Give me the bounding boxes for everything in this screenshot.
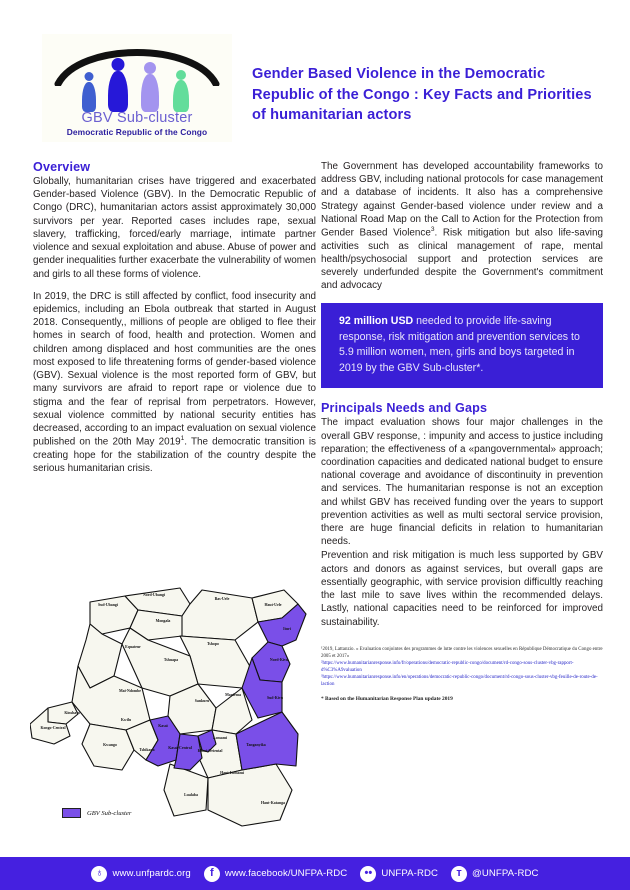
svg-text:Ituri: Ituri (283, 627, 291, 631)
svg-text:Kasaï: Kasaï (158, 724, 168, 728)
gbv-logo (42, 34, 232, 142)
svg-text:Mai-Ndombe: Mai-Ndombe (118, 689, 142, 693)
needs-paragraph-1: The impact evaluation shows four major challenges in the overall GBV response, : impunity and access to justice including reparation; the effectiveness of a «pangovernmental» approach; coordination capacities and dedicated national budget to ensure national coverage and avoidance of discontinuity in prevention and services. The humanitarian response is not an exception and whilst GBV has received funding over the years to support prevention activities as well as multi sectoral service provision, there are huge financial deficits in relation to humanitarian needs. (321, 417, 603, 548)
government-paragraph (321, 160, 603, 292)
needs-paragraph-2: Prevention and risk mitigation is much less supported by GBV actors and donors as against services, but overall gaps are essentially geographic, with service provision difficultly reaching the last mile to save lives within the recommended delays. Lastly, national capacities need to be reinforced for improved sustainability. (321, 550, 603, 628)
footer-flickr-label: UNFPA-RDC (381, 868, 439, 879)
legend-swatch (62, 808, 81, 818)
svg-text:Nord-Kivu: Nord-Kivu (269, 658, 289, 662)
footer-item-website[interactable] (91, 866, 190, 882)
footer-twitter-label: @UNFPA-RDC (472, 868, 539, 879)
left-column (33, 160, 316, 475)
overview-paragraph-2 (33, 290, 316, 475)
svg-text:Kasaï-Oriental: Kasaï-Oriental (197, 749, 223, 753)
svg-text:Bas-Uele: Bas-Uele (214, 597, 230, 601)
svg-text:Tanganyika: Tanganyika (246, 743, 266, 747)
overview-heading: Overview (33, 160, 91, 174)
footnote-ref-1: 1 (180, 435, 185, 443)
footnote-1: ¹2019, Lattanzio. « Evaluation conjointes des programmes de lutte contre les violences sexuelles en République Démocratique du Congo entre 2005 et 2017» (321, 646, 603, 659)
page-title: Gender Based Violence in the Democratic Republic of the Congo : Key Facts and Priorities of humanitarian actors (252, 66, 592, 124)
footnote-star: * Based on the Humanitarian Response Plan update 2019 (321, 695, 453, 702)
drc-province-map (30, 584, 318, 836)
legend-label: GBV Sub-cluster (87, 809, 132, 817)
svg-text:Kwango: Kwango (103, 743, 117, 747)
svg-text:Sankuru: Sankuru (194, 699, 210, 703)
svg-text:Haut-Katanga: Haut-Katanga (261, 801, 285, 805)
footer-item-flickr[interactable] (360, 866, 438, 882)
facebook-icon: f (204, 866, 220, 882)
svg-text:Kwilu: Kwilu (120, 718, 132, 722)
logo-subtitle: Democratic Republic of the Congo (66, 127, 208, 137)
needs-gaps-heading: Principals Needs and Gaps (321, 401, 488, 416)
overview-paragraph-1: Globally, humanitarian crises have triggered and exacerbated Gender-based Violence (GBV). In the Democratic Republic of Congo (DRC), humanitarian actors assist approximately 30,000 survivors per year. Reported cases includes rape, sexual slavery, trafficking, forced/early marriage, intimate partner violence and sexual exploitation and abuse. Abuse of power and gender inequalities further exacerbate the vulnerability of women and girls to all these forms of violence. (33, 176, 316, 280)
map-legend (62, 808, 131, 818)
overview-paragraph-2-text-a: In 2019, the DRC is still affected by conflict, food insecurity and epidemics, including an Ebola outbreak that started in August 2018. Consequently,, millions of people are obliged to flee their homes in search of food, health and protection. Women and children among displaced and host communities are the ones most exposed to life threatening forms of gender-based violence (GBV). Sexual violence is the most reported form of GBV, but many survivors are afraid to report rape or violence due to stigma and the fear of reprisal from perpetrators. However, sexual violence committed by national security entities has decreased, according to an impact evaluation on sexual violence published on the 20th May 2019 (33, 290, 316, 448)
svg-text:Sud-Kivu: Sud-Kivu (266, 696, 284, 700)
logo-figures-icon (76, 56, 198, 112)
logo-title: GBV Sub-cluster (81, 110, 193, 126)
globe-icon: ♁ (91, 866, 107, 882)
svg-text:Equateur: Equateur (125, 645, 141, 649)
government-paragraph-text-b: . Risk mitigation but also life-saving activities such as clinical management of rape, mental health/psychosocial support and protection services are severely underfunded despite the Government's commitment and advocacy (321, 227, 603, 292)
svg-text:Maniema: Maniema (225, 693, 241, 697)
funding-amount: 92 million USD (339, 315, 414, 328)
svg-text:Tshikapa: Tshikapa (139, 748, 155, 752)
footer-item-twitter[interactable] (451, 866, 539, 882)
footnote-ref-3: 3 (430, 226, 435, 234)
funding-highlight-text (339, 314, 589, 376)
government-paragraph-text-a: The Government has developed accountability frameworks to address GBV, including national protocols for case management and a database of incidents. It also has a comprehensive Strategy against Gender-based violence under review and a National Road Map on the Call to Action for the Protection from Gender Based Violence (321, 161, 603, 239)
svg-text:Lomami: Lomami (212, 736, 228, 740)
funding-highlight-box (321, 303, 603, 388)
funding-description: needed to provide life-saving response, risk mitigation and prevention services to 5.9 million women, men, girls and boys targeted in 2019 by the GBV Sub-cluster*. (339, 315, 580, 374)
svg-text:Haut-Uele: Haut-Uele (264, 603, 282, 607)
footer-item-facebook[interactable] (204, 866, 348, 882)
footnote-3[interactable]: ³https://www.humanitarianresponse.info/en/operations/democratic-republic-congo/document/rd-congo-sous-cluster-vbg-feuille-de-route-de-laction (321, 674, 598, 687)
page-footer (0, 857, 630, 890)
svg-text:Sud-Ubangi: Sud-Ubangi (98, 603, 118, 607)
svg-text:Haut-Lomami: Haut-Lomami (220, 771, 244, 775)
flickr-icon: •• (360, 866, 376, 882)
page-header (0, 0, 630, 152)
footnotes-block (321, 647, 603, 702)
svg-text:Kinshasa: Kinshasa (64, 711, 80, 715)
footer-facebook-label: www.facebook/UNFPA-RDC (224, 868, 348, 879)
footnote-2[interactable]: ²https://www.humanitarianresponse.info/fr/operations/democratic-republic-congo/document/rd-congo-sous-cluster-vbg-rapport-d%C3%A9valuation (321, 660, 574, 673)
twitter-icon: ᴛ (451, 866, 467, 882)
svg-text:Tshuapa: Tshuapa (163, 658, 179, 662)
map-svg (30, 584, 318, 836)
svg-text:Kongo-Central: Kongo-Central (40, 726, 66, 730)
svg-text:Lualaba: Lualaba (184, 793, 198, 797)
svg-text:Mongala: Mongala (155, 619, 171, 623)
footer-website-label: www.unfpardc.org (112, 868, 191, 879)
svg-text:Kasaï-Central: Kasaï-Central (168, 746, 192, 750)
right-column (321, 160, 603, 702)
svg-text:Tshopo: Tshopo (207, 642, 219, 646)
overview-paragraph-2-text-b: . The democratic transition is creating hope for the stabilization of the country despite the serious humanitarian crisis. (33, 436, 316, 474)
svg-text:Nord-Ubangi: Nord-Ubangi (142, 593, 166, 597)
